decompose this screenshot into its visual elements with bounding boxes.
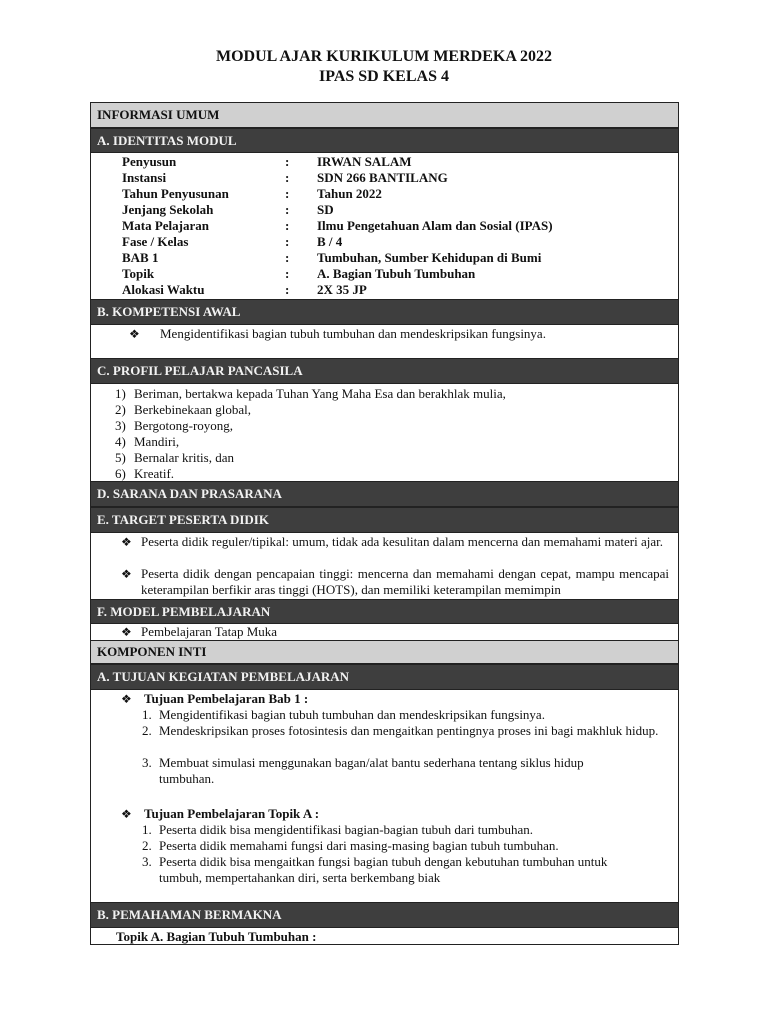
- identitas-value: SDN 266 BANTILANG: [317, 170, 448, 185]
- pemahaman-heading: B. PEMAHAMAN BERMAKNA: [91, 902, 678, 928]
- tujuan-topik-item: Peserta didik memahami fungsi dari masing-masing bagian tubuh tumbuhan.: [159, 838, 559, 853]
- list-number: 1.: [142, 822, 152, 837]
- identitas-row: [91, 266, 678, 282]
- diamond-bullet-icon: ❖: [121, 567, 132, 581]
- profil-item: Beriman, bertakwa kepada Tuhan Yang Maha Esa dan berakhlak mulia,: [134, 386, 506, 401]
- tujuan-topik-item: Peserta didik bisa mengidentifikasi bagian-bagian tubuh dari tumbuhan.: [159, 822, 534, 837]
- title-line-2: IPAS SD KELAS 4: [319, 68, 449, 85]
- identitas-modul-heading: A. IDENTITAS MODUL: [91, 128, 678, 153]
- identitas-row: [91, 186, 678, 202]
- document-title: [0, 47, 768, 87]
- identitas-label: Topik: [122, 266, 155, 281]
- model-item: Pembelajaran Tatap Muka: [141, 624, 278, 639]
- identitas-value: Tahun 2022: [317, 186, 382, 201]
- identitas-row: [91, 154, 678, 170]
- identitas-row: [91, 170, 678, 186]
- target-body: [91, 533, 678, 599]
- model-body: [91, 624, 678, 640]
- informasi-umum-heading: INFORMASI UMUM: [91, 103, 678, 128]
- identitas-row: [91, 282, 678, 298]
- diamond-bullet-icon: ❖: [121, 535, 132, 549]
- list-number: 2): [115, 402, 126, 417]
- identitas-colon: :: [285, 266, 290, 281]
- profil-item: Bergotong-royong,: [134, 418, 234, 433]
- identitas-label: Mata Pelajaran: [122, 218, 210, 233]
- komponen-inti-heading: KOMPONEN INTI: [91, 640, 678, 664]
- identitas-table: [91, 153, 678, 299]
- list-number: 5): [115, 450, 126, 465]
- identitas-label: Penyusun: [122, 154, 177, 169]
- diamond-bullet-icon: ❖: [121, 807, 132, 821]
- identitas-row: [91, 234, 678, 250]
- tujuan-bab-item: Mendeskripsikan proses fotosintesis dan mengaitkan pentingnya proses ini bagi makhluk hidup.: [159, 723, 659, 738]
- diamond-bullet-icon: ❖: [121, 692, 132, 706]
- identitas-label: Fase / Kelas: [122, 234, 189, 249]
- profil-item: Mandiri,: [134, 434, 180, 449]
- identitas-row: [91, 202, 678, 218]
- identitas-label: Tahun Penyusunan: [122, 186, 229, 201]
- diamond-bullet-icon: ❖: [129, 327, 140, 341]
- tujuan-bab-item: Membuat simulasi menggunakan bagan/alat bantu sederhana tentang siklus hidup tumbuhan.: [159, 755, 584, 786]
- diamond-bullet-icon: ❖: [121, 625, 132, 639]
- tujuan-bab-item: Mengidentifikasi bagian tubuh tumbuhan dan mendeskripsikan fungsinya.: [159, 707, 545, 722]
- profil-item: Berkebinekaan global,: [134, 402, 251, 417]
- profil-item: Kreatif.: [134, 466, 175, 481]
- model-heading: F. MODEL PEMBELAJARAN: [91, 599, 678, 624]
- tujuan-body: [91, 690, 678, 902]
- identitas-label: BAB 1: [122, 250, 159, 265]
- identitas-colon: :: [285, 250, 290, 265]
- list-number: 1.: [142, 707, 152, 722]
- profil-pancasila-list: [91, 384, 678, 481]
- identitas-colon: :: [285, 282, 290, 297]
- list-number: 3): [115, 418, 126, 433]
- list-number: 2.: [142, 723, 152, 738]
- tujuan-topik-title: Tujuan Pembelajaran Topik A :: [144, 806, 320, 821]
- identitas-label: Jenjang Sekolah: [122, 202, 214, 217]
- identitas-colon: :: [285, 234, 290, 249]
- target-heading: E. TARGET PESERTA DIDIK: [91, 507, 678, 533]
- identitas-colon: :: [285, 154, 290, 169]
- pemahaman-subheading: Topik A. Bagian Tubuh Tumbuhan :: [116, 929, 317, 944]
- target-item: Peserta didik reguler/tipikal: umum, tidak ada kesulitan dalam mencerna dan memahami materi ajar.: [141, 534, 663, 549]
- identitas-value: B / 4: [317, 234, 343, 249]
- list-number: 1): [115, 386, 126, 401]
- list-number: 3.: [142, 854, 152, 869]
- identitas-value: A. Bagian Tubuh Tumbuhan: [317, 266, 476, 281]
- identitas-value: 2X 35 JP: [317, 282, 367, 297]
- identitas-value: Ilmu Pengetahuan Alam dan Sosial (IPAS): [317, 218, 553, 233]
- target-item: Peserta didik dengan pencapaian tinggi: mencerna dan memahami dengan cepat, mampu mencapai keterampilan berfikir aras tinggi (HOTS), dan memiliki keterampilan memimpin: [141, 566, 669, 597]
- pemahaman-body: [91, 928, 678, 944]
- list-number: 3.: [142, 755, 152, 770]
- module-table: [90, 102, 679, 945]
- tujuan-topik-item: Peserta didik bisa mengaitkan fungsi bagian tubuh dengan kebutuhan tumbuhan untuk tumbuh, mempertahankan diri, serta berkembang biak: [159, 854, 608, 885]
- identitas-label: Instansi: [122, 170, 167, 185]
- profil-pancasila-heading: C. PROFIL PELAJAR PANCASILA: [91, 358, 678, 384]
- identitas-value: IRWAN SALAM: [317, 154, 412, 169]
- list-number: 4): [115, 434, 126, 449]
- identitas-colon: :: [285, 218, 290, 233]
- identitas-label: Alokasi Waktu: [122, 282, 205, 297]
- sarana-heading: D. SARANA DAN PRASARANA: [91, 481, 678, 507]
- identitas-row: [91, 218, 678, 234]
- identitas-row: [91, 250, 678, 266]
- identitas-value: Tumbuhan, Sumber Kehidupan di Bumi: [317, 250, 542, 265]
- list-number: 2.: [142, 838, 152, 853]
- identitas-colon: :: [285, 202, 290, 217]
- identitas-colon: :: [285, 170, 290, 185]
- tujuan-heading: A. TUJUAN KEGIATAN PEMBELAJARAN: [91, 664, 678, 690]
- profil-item: Bernalar kritis, dan: [134, 450, 234, 465]
- kompetensi-awal-heading: B. KOMPETENSI AWAL: [91, 299, 678, 325]
- identitas-value: SD: [317, 202, 334, 217]
- list-number: 6): [115, 466, 126, 481]
- tujuan-bab-title: Tujuan Pembelajaran Bab 1 :: [144, 691, 309, 706]
- title-line-1: MODUL AJAR KURIKULUM MERDEKA 2022: [215, 48, 552, 65]
- kompetensi-awal-body: [91, 325, 678, 358]
- identitas-colon: :: [285, 186, 290, 201]
- kompetensi-item: Mengidentifikasi bagian tubuh tumbuhan dan mendeskripsikan fungsinya.: [160, 326, 546, 341]
